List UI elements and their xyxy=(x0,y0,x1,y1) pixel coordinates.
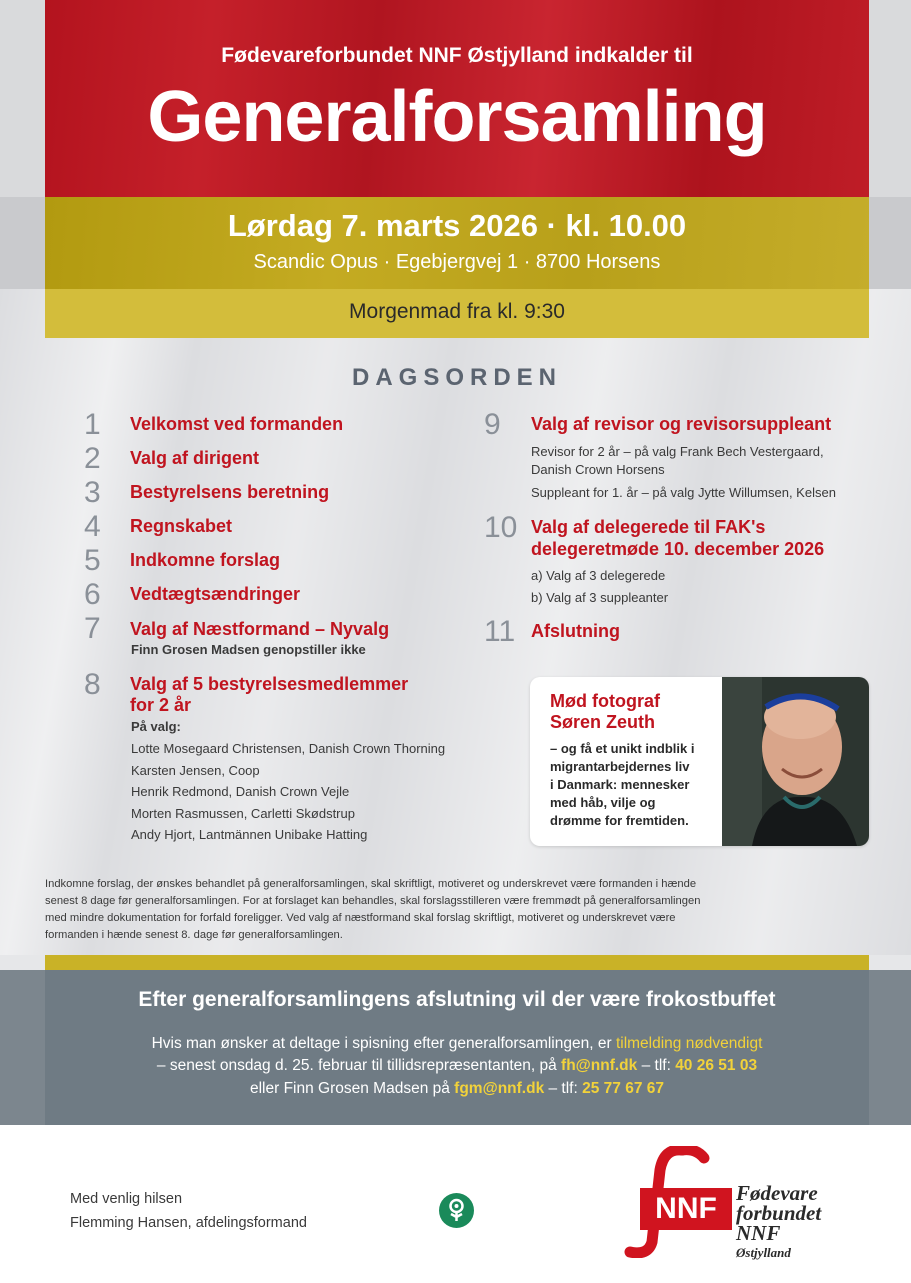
photographer-card-title xyxy=(550,691,730,733)
buffet-line xyxy=(45,1035,869,1053)
photographer-portrait xyxy=(722,677,869,846)
agenda-item-number: 2 xyxy=(84,442,101,475)
flower-logo-icon xyxy=(439,1193,474,1228)
agenda-item-title: Valg af Næstformand – Nyvalg xyxy=(130,619,390,639)
agenda-item-number: 10 xyxy=(484,511,518,544)
event-venue: Scandic Opus · Egebjergvej 1 · 8700 Horsens xyxy=(253,251,661,273)
agenda-item-title: Afslutning xyxy=(531,621,620,641)
registration-required: tilmelding nødvendigt xyxy=(615,1035,763,1052)
agenda-item-title: Bestyrelsens beretning xyxy=(130,482,330,502)
footnote-line: med mindre dokumentation for forfald foreligger. Ved valg af næstformand skal forslag skriftligt, motiveret og underskrevet være xyxy=(45,912,676,924)
agenda-item-title: Valg af dirigent xyxy=(130,448,260,468)
event-date: Lørdag 7. marts 2026 · kl. 10.00 xyxy=(227,208,687,243)
page-title: Generalforsamling xyxy=(147,77,767,157)
agenda-item-title: delegeretmøde 10. december 2026 xyxy=(531,539,825,559)
agenda-item-note: Danish Crown Horsens xyxy=(531,462,665,477)
email-link[interactable]: fh@nnf.dk xyxy=(561,1057,638,1074)
logo-text-line: Fødevare xyxy=(736,1181,818,1205)
agenda-item-number: 4 xyxy=(84,510,101,543)
candidate: Andy Hjort, Lantmännen Unibake Hatting xyxy=(131,827,368,842)
email-link[interactable]: fgm@nnf.dk xyxy=(454,1080,545,1097)
header-intro: Fødevareforbundet NNF Østjylland indkalder til xyxy=(221,44,693,67)
agenda-heading: DAGSORDEN xyxy=(351,364,562,391)
agenda-item-title: Valg af revisor og revisorsuppleant xyxy=(531,414,832,434)
logo-mark-text: NNF xyxy=(655,1192,717,1225)
greeting: Med venlig hilsen xyxy=(70,1191,183,1207)
agenda-item-number: 5 xyxy=(84,544,101,577)
card-title-line: Søren Zeuth xyxy=(550,712,656,732)
footnote-line: Indkomne forslag, der ønskes behandlet på generalforsamlingen, skal skriftligt, motiveret og underskrevet være formanden i hænde xyxy=(45,878,697,890)
buffet-text: – tlf: xyxy=(544,1080,583,1097)
buffet-text: – senest onsdag d. 25. februar til tillidsrepræsentanten, på xyxy=(156,1057,562,1074)
agenda-item-number: 11 xyxy=(484,615,516,648)
logo-text-line: Østjylland xyxy=(736,1245,791,1260)
gold-divider xyxy=(45,955,869,970)
buffet-text: – tlf: xyxy=(637,1057,676,1074)
candidate: Karsten Jensen, Coop xyxy=(131,763,260,778)
agenda-item-number: 7 xyxy=(84,612,101,645)
agenda-item-title: Velkomst ved formanden xyxy=(130,414,344,434)
candidate: Morten Rasmussen, Carletti Skødstrup xyxy=(131,806,355,821)
agenda-item-title: Indkomne forslag xyxy=(130,550,281,570)
agenda-item-note: Finn Grosen Madsen genopstiller ikke xyxy=(131,642,366,657)
agenda-item-title: Valg af delegerede til FAK's xyxy=(531,517,766,537)
signer: Flemming Hansen, afdelingsformand xyxy=(70,1215,307,1231)
card-title-line: Mød fotograf xyxy=(550,691,660,711)
agenda-item-note: Revisor for 2 år – på valg Frank Bech Vestergaard, xyxy=(531,444,824,459)
photographer-card-text xyxy=(550,740,725,830)
agenda-item-note: a) Valg af 3 delegerede xyxy=(531,568,666,583)
logo-text-line: NNF xyxy=(736,1221,781,1245)
candidate: Henrik Redmond, Danish Crown Vejle xyxy=(131,784,350,799)
breakfast-time: Morgenmad fra kl. 9:30 xyxy=(349,300,565,323)
agenda-item-title: Valg af 5 bestyrelsesmedlemmer xyxy=(130,674,409,694)
card-text-line: migrantarbejdernes liv xyxy=(550,759,690,774)
buffet-line xyxy=(45,1080,869,1098)
agenda-item-note: Suppleant for 1. år – på valg Jytte Willumsen, Kelsen xyxy=(531,485,836,500)
footnote-line: formanden i hænde senest 8. dage før generalforsamlingen. xyxy=(45,929,343,941)
phone-number: 40 26 51 03 xyxy=(675,1057,758,1074)
agenda-item-title: Vedtægtsændringer xyxy=(130,584,301,604)
buffet-line xyxy=(45,1057,869,1075)
agenda-item-number: 3 xyxy=(84,476,101,509)
candidates-label: På valg: xyxy=(131,719,181,734)
proposals-footnote xyxy=(45,876,805,944)
agenda-item-number: 1 xyxy=(84,408,101,441)
logo-text-line: forbundet xyxy=(736,1201,822,1225)
agenda-item-number: 8 xyxy=(84,668,101,701)
agenda-item-title: Regnskabet xyxy=(130,516,233,536)
agenda-item-note: b) Valg af 3 suppleanter xyxy=(531,590,669,605)
photographer-card xyxy=(530,677,869,846)
card-text-line: med håb, vilje og xyxy=(550,795,656,810)
footnote-line: senest 8 dage før generalforsamlingen. For at forslaget kan behandles, skal forslagsstilleren være fremmødt på generalforsamlingen xyxy=(45,895,701,907)
buffet-title: Efter generalforsamlingens afslutning vil der være frokostbuffet xyxy=(138,988,776,1011)
card-text-line: – og få et unikt indblik i xyxy=(550,741,695,756)
agenda-item-number: 6 xyxy=(84,578,101,611)
agenda-item-number: 9 xyxy=(484,408,501,441)
card-text-line: i Danmark: mennesker xyxy=(550,777,690,792)
phone-number: 25 77 67 67 xyxy=(582,1080,664,1097)
buffet-text: Hvis man ønsker at deltage i spisning efter generalforsamlingen, er xyxy=(151,1035,616,1052)
candidate: Lotte Mosegaard Christensen, Danish Crown Thorning xyxy=(131,741,446,756)
buffet-text: eller Finn Grosen Madsen på xyxy=(249,1080,455,1097)
nnf-logo-mark xyxy=(624,1146,734,1258)
card-text-line: drømme for fremtiden. xyxy=(550,813,689,828)
agenda-item-title: for 2 år xyxy=(130,695,192,715)
